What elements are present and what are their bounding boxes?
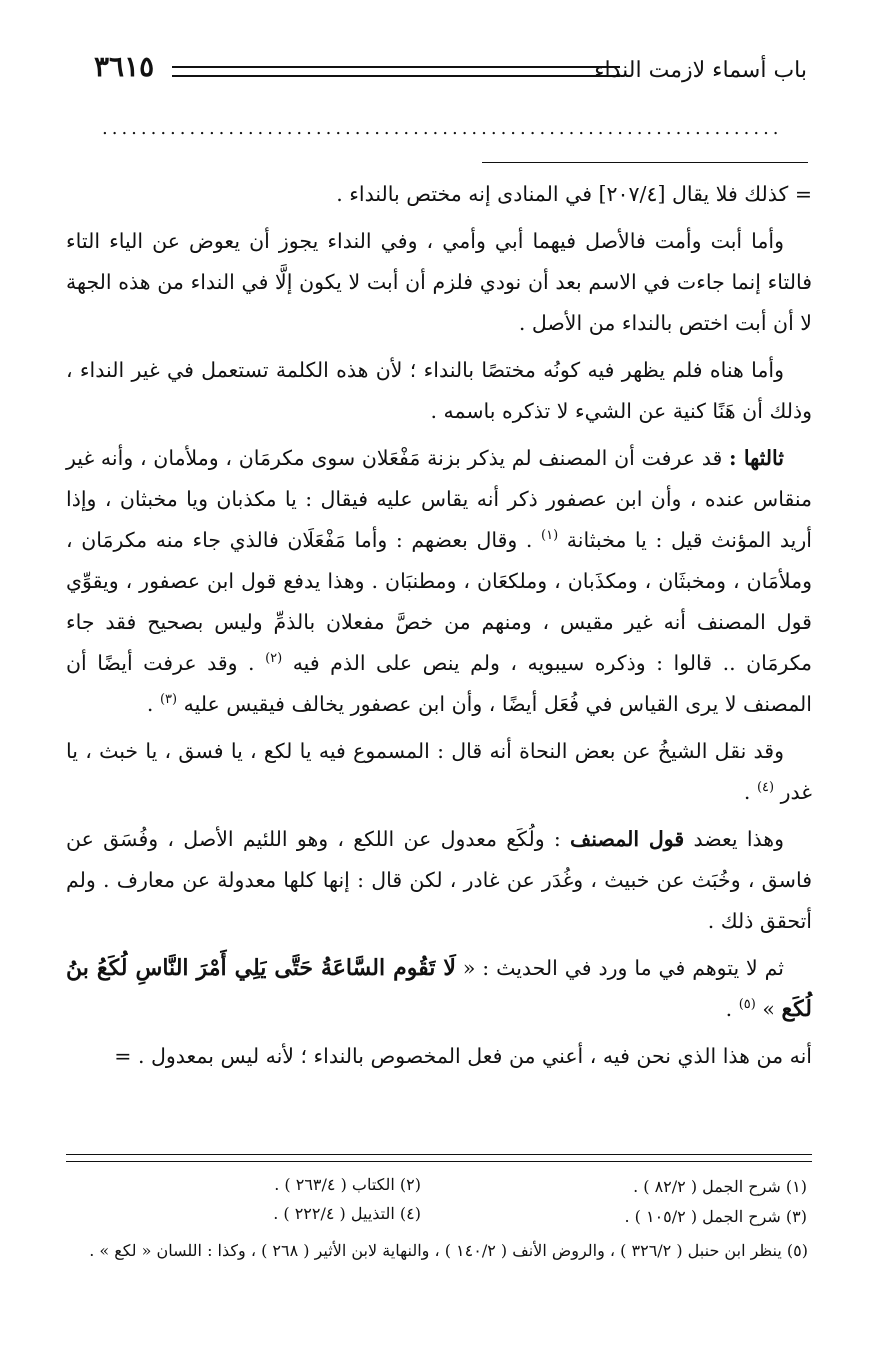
paragraph-continuation: = كذلك فلا يقال [٢٠٧/٤] في المنادى إنه مختص بالنداء .: [336, 182, 812, 206]
footnote-ref: (٣): [159, 692, 178, 708]
paragraph-support: [66, 819, 812, 942]
footnote-5: (٥) ينظر ابن حنبل ( ٣٢٦/٢ ) ، والروض الأنف ( ١٤٠/٢ ) ، والنهاية لابن الأثير ( ٢٦٨ ) ، وكذا : اللسان « لكع » .: [89, 1241, 808, 1260]
continuation-dots: ......................................................................: [102, 118, 783, 138]
text-run: وهذا يعضد: [684, 827, 784, 851]
text-run: وقد نقل الشيخُ عن بعض النحاة أنه قال : المسموع فيه يا لكع ، يا فسق ، يا خبث ، يا غدر: [66, 739, 812, 804]
section-label: ثالثها :: [729, 446, 784, 470]
footnote-ref: (٢): [265, 651, 283, 667]
footnote-ref: (٥): [738, 997, 756, 1013]
footnote-separator: [66, 1154, 812, 1162]
header-double-rule: [172, 66, 620, 77]
text-run: ثم لا يتوهم في ما ورد في الحديث : «: [455, 956, 784, 980]
paragraph-final: أنه من هذا الذي نحن فيه ، أعني من فعل المخصوص بالنداء ؛ لأنه ليس بمعدول . =: [114, 1044, 812, 1068]
text-run: . وقد عرفت أيضًا أن المصنف لا يرى القياس في فُعَل أيضًا ، وأن ابن عصفور يخالف فيقيس عليه: [66, 651, 812, 716]
paragraph-abat: وأما أبت وأمت فالأصل فيهما أبي وأمي ، وفي النداء يجوز أن يعوض عن الياء التاء فالتاء إنما جاءت في الاسم بعد أن نودي فلزم أن أبت لا يكون إلَّا في النداء من هذه الجهة لا أن أبت اختص بالنداء من الأصل .: [66, 229, 812, 335]
paragraph-hadith: [66, 948, 812, 1030]
main-text: [66, 174, 812, 1083]
text-run: »: [755, 997, 782, 1021]
text-run: : ولُكَع معدول عن اللكع ، وهو اللئيم الأصل ، وفُسَق عن فاسق ، وخُبَث عن خبيث ، وغُدَر عن غادر ، لكن قال : إنها كلها معدولة عن معارف . ولم أتحقق ذلك .: [66, 827, 812, 933]
text-run: .: [743, 780, 757, 804]
bold-phrase: قول المصنف: [570, 827, 685, 851]
paragraph-hanah: وأما هناه فلم يظهر فيه كونُه مختصًا بالنداء ؛ لأن هذه الكلمة تستعمل في غير النداء ، وذلك أن هَنًا كنية عن الشيء لا تذكره باسمه .: [66, 358, 812, 423]
page-number: ٣٦١٥: [94, 50, 155, 83]
footnote-3: (٣) شرح الجمل ( ١٠٥/٢ ) .: [624, 1207, 807, 1226]
footnote-4: (٤) التذييل ( ٢٢٢/٤ ) .: [273, 1204, 421, 1223]
hadith-quote: لَا تَقُوم السَّاعَةُ حَتَّى يَلِي أَمْرَ النَّاسِ لُكَعُ بنُ لُكَع: [66, 955, 812, 1022]
text-run: .: [146, 692, 160, 716]
footnote-1: (١) شرح الجمل ( ٨٢/٢ ) .: [633, 1177, 807, 1196]
footnote-ref: (٤): [756, 780, 775, 796]
chapter-title: باب أسماء لازمت النداء: [594, 58, 807, 83]
text-run: قد عرفت أن المصنف لم يذكر بزنة مَفْعَلان سوى مكرمَان ، وملأمان ، وأنه غير منقاس عنده ، وأن ابن عصفور ذكر أنه يقاس عليه فيقال : يا مكذبان ويا مخبثان ، وإذا أريد المؤنث قيل : يا مخبثانة: [66, 446, 812, 552]
paragraph-third: [66, 438, 812, 725]
footnote-2: (٢) الكتاب ( ٢٦٣/٤ ) .: [274, 1175, 421, 1194]
paragraph-sheikh: [66, 731, 812, 813]
text-run: . وقال بعضهم : وأما مَفْعَلَان فالذي جاء منه مكرمَان ، وملأمَان ، ومخبثَان ، ومكذَبان ، وملكعَان ، ومطنبَان . وهذا يدفع قول ابن عصفور ، ويقوِّي قول المصنف أنه غير مقيس ، ومنهم من خصَّ مفعلان بالذمِّ وليس بصحيح فقد جاء مكرمَان .. قالوا : وذكره سيبويه ، ولم ينص على الذم فيه: [66, 528, 812, 675]
top-rule: [482, 162, 808, 163]
footnote-ref: (١): [541, 528, 559, 544]
text-run: .: [725, 997, 739, 1021]
